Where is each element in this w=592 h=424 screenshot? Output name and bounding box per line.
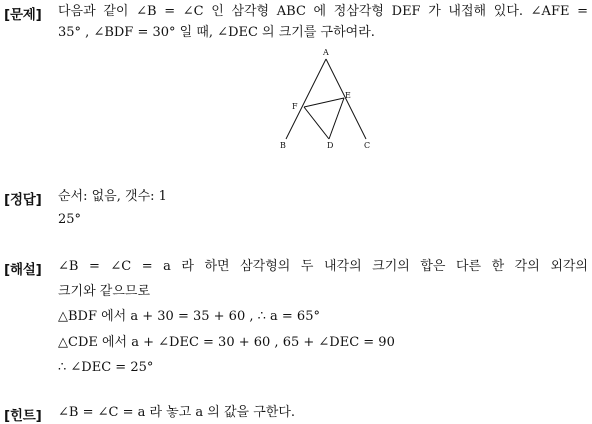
side-de	[329, 98, 344, 139]
solution-label: [해설]	[4, 262, 42, 278]
hint-line-1: ∠B = ∠C = a 라 놓고 a 의 값을 구한다.	[58, 405, 296, 420]
label-c: C	[364, 141, 371, 150]
solution-line-2: 크기와 같으므로	[58, 284, 151, 299]
side-fd	[304, 107, 329, 139]
hint-label: [힌트]	[4, 408, 42, 424]
answer-label: [정답]	[4, 192, 42, 208]
problem-text-line-2: 35° , ∠BDF = 30° 일 때, ∠DEC 의 크기를 구하여라.	[58, 25, 375, 40]
label-a: A	[323, 48, 329, 57]
label-e: E	[345, 91, 351, 100]
label-f: F	[292, 102, 298, 111]
side-fe	[304, 98, 344, 107]
solution-line-3: △BDF 에서 a + 30 = 35 + 60 , ∴ a = 65°	[58, 309, 320, 324]
solution-line-1: ∠B = ∠C = a 라 하면 삼각형의 두 내각의 크기의 합은 다른 한 각의 외각의	[58, 259, 588, 274]
triangle-figure	[276, 44, 386, 152]
problem-text-line-1: 다음과 같이 ∠B = ∠C 인 삼각형 ABC 에 정삼각형 DEF 가 내접해 있다. ∠AFE =	[58, 4, 588, 19]
answer-line-1: 순서: 없음, 갯수: 1	[58, 189, 167, 204]
label-d: D	[327, 141, 334, 150]
triangle-diagram	[276, 44, 386, 152]
solution-line-5: ∴ ∠DEC = 25°	[58, 360, 154, 375]
answer-value: 25°	[58, 212, 82, 227]
label-b: B	[280, 141, 286, 150]
solution-line-4: △CDE 에서 a + ∠DEC = 30 + 60 , 65 + ∠DEC = 90	[58, 335, 395, 350]
problem-label: [문제]	[4, 7, 42, 23]
